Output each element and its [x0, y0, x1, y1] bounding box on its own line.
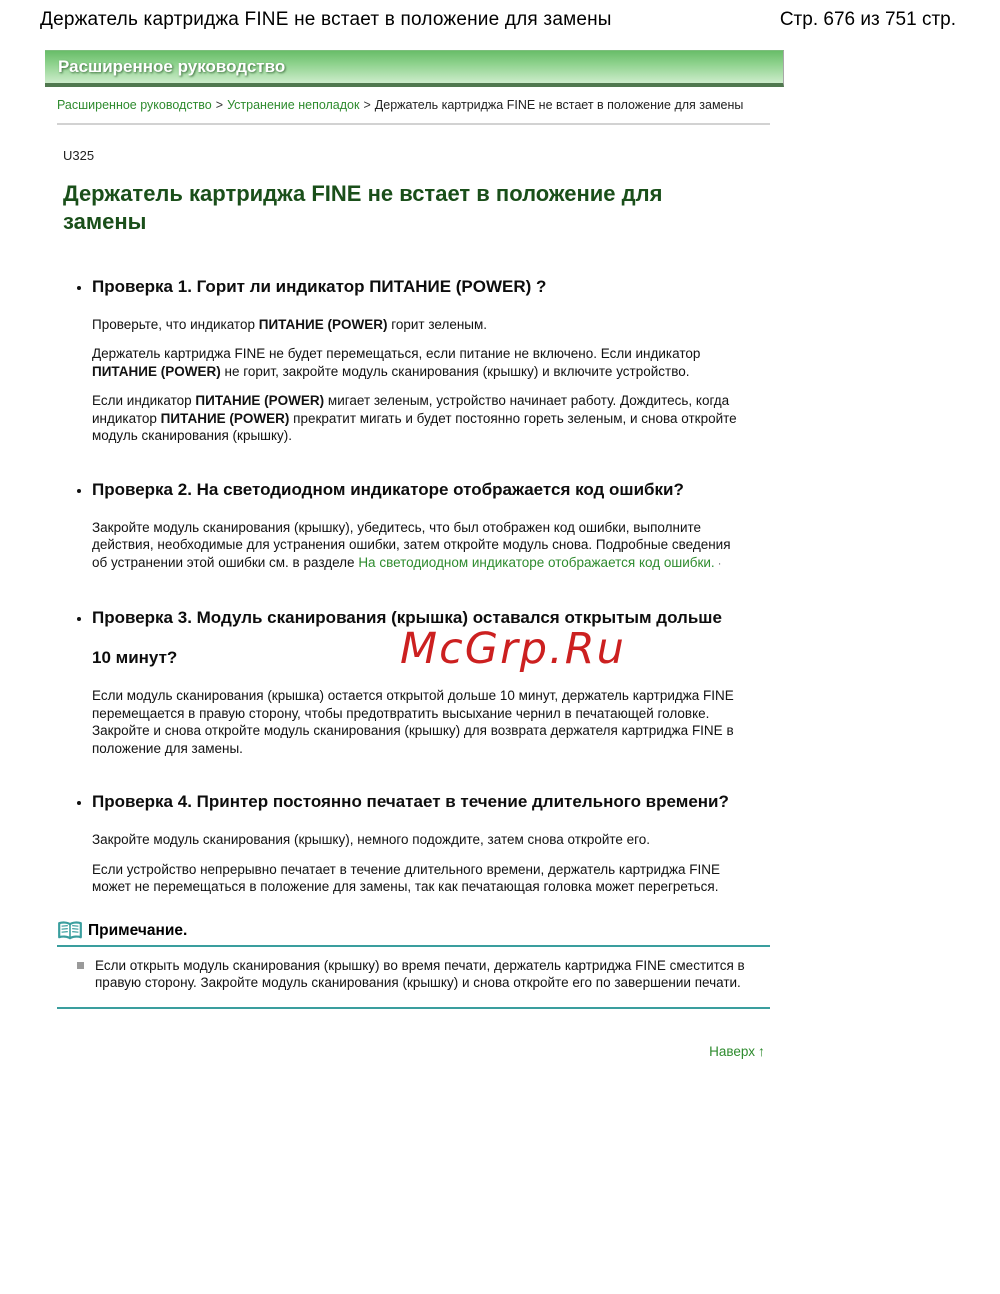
- document-title: Держатель картриджа FINE не встает в положение для замены: [40, 9, 612, 30]
- document-header: [0, 0, 1000, 31]
- bold-term: ПИТАНИЕ (POWER): [195, 393, 325, 409]
- check-1-paragraph: [92, 392, 747, 445]
- check-1-heading: • Проверка 1. Горит ли индикатор ПИТАНИЕ (POWER) ?: [92, 276, 547, 296]
- check-4-heading: • Проверка 4. Принтер постоянно печатает в течение длительного времени?: [92, 792, 729, 812]
- check-2-paragraph: [92, 519, 747, 574]
- check-1-paragraph: [92, 345, 747, 380]
- text-segment: горит зеленым.: [387, 316, 488, 332]
- check-item-1: [92, 267, 1000, 445]
- note-header: [57, 921, 770, 947]
- text-segment: ·: [714, 557, 722, 570]
- breadcrumb-separator: >: [363, 98, 371, 112]
- guide-banner-label: Расширенное руководство: [58, 57, 286, 76]
- text-segment: Держатель картриджа FINE не будет перемещаться, если питание не включено. Если индикатор: [92, 346, 701, 362]
- back-to-top-link[interactable]: Наверх: [709, 1043, 755, 1059]
- text-segment: Закройте модуль сканирования (крышку), убедитесь, что был отображен код ошибки, выполните действия, необходимые для устранения ошибки, затем откройте модуль снова. Подробные сведения об устранении этой ошибки см. в разделе: [92, 519, 731, 570]
- check-3-heading: • Проверка 3. Модуль сканирования (крышка) оставался открытым дольше 10 минут?: [92, 608, 722, 668]
- text-segment: мигает зеленым, устройство начинает работу. Дождитесь, когда индикатор: [92, 393, 730, 426]
- check-4-paragraph: Если устройство непрерывно печатает в течение длительного времени, держатель картриджа FINE может не перемещаться в положение для замены, так как печатающая головка может перегреться.: [92, 861, 721, 895]
- note-section: [57, 921, 770, 1009]
- back-to-top: [57, 1043, 765, 1059]
- breadcrumb-separator: >: [215, 98, 224, 112]
- guide-banner: [45, 50, 784, 87]
- text-segment: прекратит мигать и будет постоянно гореть зеленым, и снова откройте модуль сканирования (крышку).: [92, 410, 737, 444]
- check-item-3: [92, 598, 1000, 757]
- check-list: [63, 267, 1000, 896]
- error-code-section-link[interactable]: На светодиодном индикаторе отображается код ошибки.: [358, 554, 715, 570]
- note-title: Примечание.: [88, 921, 188, 939]
- check-item-4: [92, 782, 1000, 896]
- check-1-paragraph: [92, 316, 747, 334]
- check-2-heading: • Проверка 2. На светодиодном индикаторе отображается код ошибки?: [92, 479, 684, 499]
- open-book-icon: [57, 921, 83, 941]
- page-title: Держатель картриджа FINE не встает в положение для замены: [63, 181, 663, 234]
- breadcrumb-link-troubleshooting[interactable]: Устранение неполадок: [227, 98, 360, 112]
- breadcrumb-divider: [57, 123, 770, 125]
- breadcrumb-link-advanced-guide[interactable]: Расширенное руководство: [57, 98, 212, 112]
- article: [63, 148, 1000, 896]
- note-body: [57, 947, 770, 1009]
- bold-term: ПИТАНИЕ (POWER): [160, 410, 290, 426]
- breadcrumb: [57, 95, 752, 115]
- check-3-paragraph: Если модуль сканирования (крышка) остается открытой дольше 10 минут, держатель картриджа FINE перемещается в правую сторону, чтобы предотвратить высыхание чернил в печатающей головке. Закройте и снова откройте модуль сканирования (крышку) для возврата держателя картриджа FINE в положение для замены.: [92, 688, 734, 756]
- check-item-2: [92, 470, 1000, 574]
- breadcrumb-current: Держатель картриджа FINE не встает в положение для замены: [374, 98, 744, 112]
- text-segment: не горит, закройте модуль сканирования (крышку) и включите устройство.: [220, 363, 690, 379]
- bold-term: ПИТАНИЕ (POWER): [92, 363, 221, 379]
- up-arrow-icon[interactable]: ↑: [758, 1042, 765, 1059]
- watermark: McGrp.Ru: [400, 624, 626, 674]
- bold-term: ПИТАНИЕ (POWER): [258, 316, 388, 332]
- note-item: Если открыть модуль сканирования (крышку) во время печати, держатель картриджа FINE сместится в правую сторону. Закройте модуль сканирования (крышку) и снова откройте его по завершении печати.: [57, 957, 755, 992]
- text-segment: Проверьте, что индикатор: [92, 316, 259, 332]
- text-segment: Если индикатор: [92, 393, 196, 409]
- page-indicator: Стр. 676 из 751 стр.: [779, 9, 956, 30]
- check-4-paragraph: Закройте модуль сканирования (крышку), немного подождите, затем снова откройте его.: [92, 832, 651, 848]
- article-code: U325: [63, 148, 95, 163]
